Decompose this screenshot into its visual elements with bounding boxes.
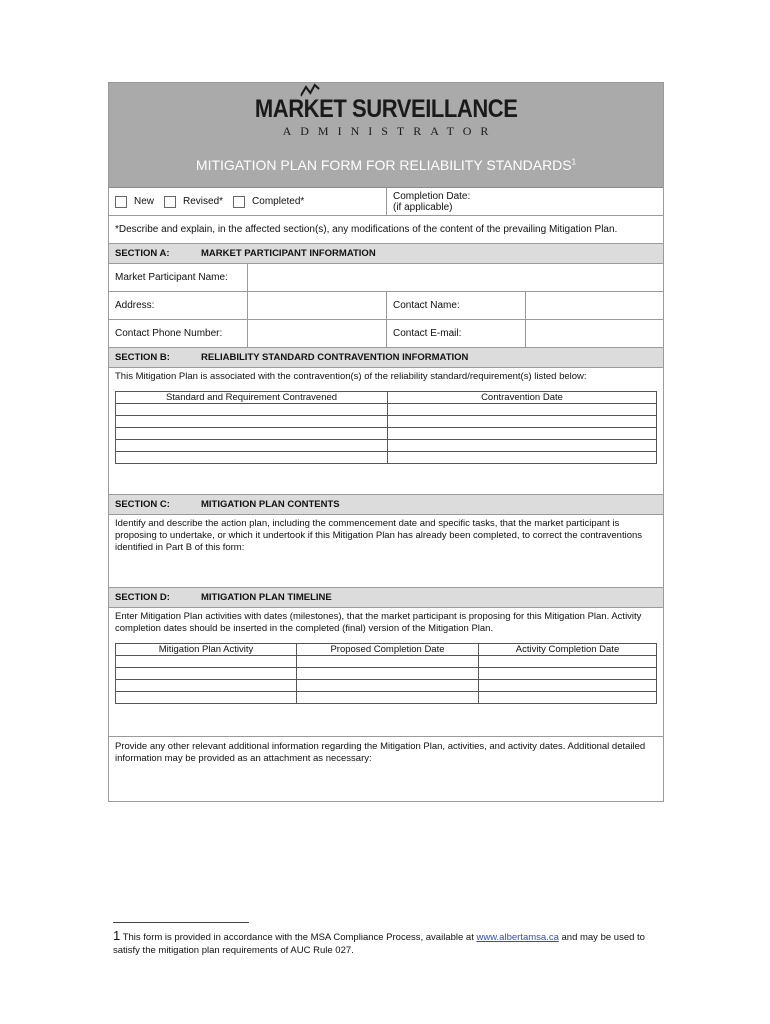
section-c-header — [109, 495, 663, 515]
proposed-date-cell[interactable] — [297, 680, 479, 692]
activity-cell[interactable] — [116, 692, 297, 704]
proposed-date-col-header: Proposed Completion Date — [297, 644, 479, 656]
revised-label: Revised* — [183, 196, 224, 207]
contravention-cell[interactable] — [116, 452, 388, 464]
table-row — [116, 404, 657, 416]
section-d-title: MITIGATION PLAN TIMELINE — [201, 592, 332, 603]
table-row — [116, 644, 657, 656]
additional-info-body[interactable] — [109, 737, 663, 801]
new-checkbox[interactable] — [115, 196, 127, 208]
section-d-body — [109, 608, 663, 737]
footnote-divider — [113, 922, 249, 923]
participant-name-label: Market Participant Name: — [115, 272, 228, 283]
phone-input[interactable] — [247, 320, 386, 347]
contravention-cell[interactable] — [116, 440, 388, 452]
section-d-header — [109, 588, 663, 608]
email-label: Contact E-mail: — [386, 320, 525, 347]
describe-note-row — [109, 216, 663, 244]
participant-name-input[interactable] — [247, 264, 663, 291]
contact-name-input[interactable] — [525, 292, 663, 319]
section-c-body[interactable] — [109, 515, 663, 588]
completion-date-label: Completion Date: — [393, 190, 471, 202]
describe-note: *Describe and explain, in the affected section(s), any modifications of the content of the prevailing Mitigation Plan. — [115, 224, 618, 235]
section-c-text: Identify and describe the action plan, including the commencement date and specific tasks, that the market participant is proposing to undertake, or which it undertook if this Mitigation Plan has already been completed, to correct the contraventions identified in Part B of this form: — [115, 518, 643, 553]
completion-date-cell[interactable] — [479, 668, 657, 680]
section-a-label: SECTION A: — [115, 248, 170, 259]
section-b-title: RELIABILITY STANDARD CONTRAVENTION INFORMATION — [201, 352, 469, 363]
form-header — [109, 83, 663, 188]
contravention-table — [115, 391, 657, 464]
logo-sub-text: ADMINISTRATOR — [282, 124, 498, 138]
contravention-date-cell[interactable] — [388, 416, 657, 428]
email-input[interactable] — [525, 320, 663, 347]
activity-cell[interactable] — [116, 668, 297, 680]
proposed-date-cell[interactable] — [297, 692, 479, 704]
mitigation-plan-form — [108, 82, 664, 802]
additional-info-text: Provide any other relevant additional information regarding the Mitigation Plan, activities, and activity dates. Additional detailed information may be provided as an attachment as necessary: — [115, 741, 646, 764]
contravention-date-cell[interactable] — [388, 452, 657, 464]
contravention-date-cell[interactable] — [388, 440, 657, 452]
table-row — [116, 440, 657, 452]
completed-checkbox[interactable] — [233, 196, 245, 208]
table-row — [116, 392, 657, 404]
address-row — [109, 292, 663, 320]
proposed-date-cell[interactable] — [297, 668, 479, 680]
timeline-table — [115, 643, 657, 704]
section-b-label: SECTION B: — [115, 352, 170, 363]
contravention-cell[interactable] — [116, 428, 388, 440]
status-row — [109, 188, 663, 216]
footnote-text-after: and may be used to satisfy the mitigation plan requirements of AUC Rule 027. — [113, 932, 645, 956]
address-input[interactable] — [247, 292, 386, 319]
table-row — [116, 668, 657, 680]
contravention-date-cell[interactable] — [388, 404, 657, 416]
address-label: Address: — [115, 300, 155, 311]
new-label: New — [134, 196, 155, 207]
activity-cell[interactable] — [116, 656, 297, 668]
phone-row — [109, 320, 663, 348]
section-c-label: SECTION C: — [115, 499, 170, 510]
footnote — [113, 929, 673, 957]
completed-label: Completed* — [252, 196, 305, 207]
contravention-col-header: Standard and Requirement Contravened — [116, 392, 388, 404]
completion-date-cell[interactable] — [479, 656, 657, 668]
section-b-intro: This Mitigation Plan is associated with the contravention(s) of the reliability standard/requirement(s) listed below: — [115, 371, 587, 382]
activity-col-header: Mitigation Plan Activity — [116, 644, 297, 656]
table-row — [116, 692, 657, 704]
table-row — [116, 452, 657, 464]
table-row — [116, 656, 657, 668]
table-row — [116, 680, 657, 692]
logo-zigzag-icon — [300, 83, 319, 97]
logo-main-text: MARKET SURVEILLANCE — [255, 95, 518, 124]
section-d-label: SECTION D: — [115, 592, 170, 603]
msa-website-link[interactable]: www.albertamsa.ca — [476, 932, 559, 943]
phone-label: Contact Phone Number: — [115, 328, 223, 339]
completion-date-field[interactable] — [386, 188, 663, 215]
footnote-text-before: This form is provided in accordance with the MSA Compliance Process, available at — [120, 932, 477, 943]
contact-name-label: Contact Name: — [386, 292, 525, 319]
table-row — [116, 416, 657, 428]
section-b-header — [109, 348, 663, 368]
revised-checkbox[interactable] — [164, 196, 176, 208]
completion-date-col-header: Activity Completion Date — [479, 644, 657, 656]
section-c-title: MITIGATION PLAN CONTENTS — [201, 499, 340, 510]
participant-name-row — [109, 264, 663, 292]
msa-logo — [109, 95, 663, 139]
contravention-date-cell[interactable] — [388, 428, 657, 440]
section-b-body — [109, 368, 663, 495]
form-title: MITIGATION PLAN FORM FOR RELIABILITY STANDARDS$^1$ — [195, 157, 577, 173]
section-a-title: MARKET PARTICIPANT INFORMATION — [201, 248, 376, 259]
footnote-number: 1 — [113, 928, 121, 943]
completion-date-cell[interactable] — [479, 680, 657, 692]
contravention-cell[interactable] — [116, 404, 388, 416]
contravention-date-col-header: Contravention Date — [388, 392, 657, 404]
table-row — [116, 428, 657, 440]
proposed-date-cell[interactable] — [297, 656, 479, 668]
status-options — [109, 188, 386, 215]
section-a-header — [109, 244, 663, 264]
contravention-cell[interactable] — [116, 416, 388, 428]
completion-date-note: (if applicable) — [393, 201, 453, 213]
activity-cell[interactable] — [116, 680, 297, 692]
completion-date-cell[interactable] — [479, 692, 657, 704]
section-d-text: Enter Mitigation Plan activities with dates (milestones), that the market participant is proposing for this Mitigation Plan. Activity completion dates should be inserted in the completed (final) version of the Mitigation Plan. — [115, 611, 642, 634]
